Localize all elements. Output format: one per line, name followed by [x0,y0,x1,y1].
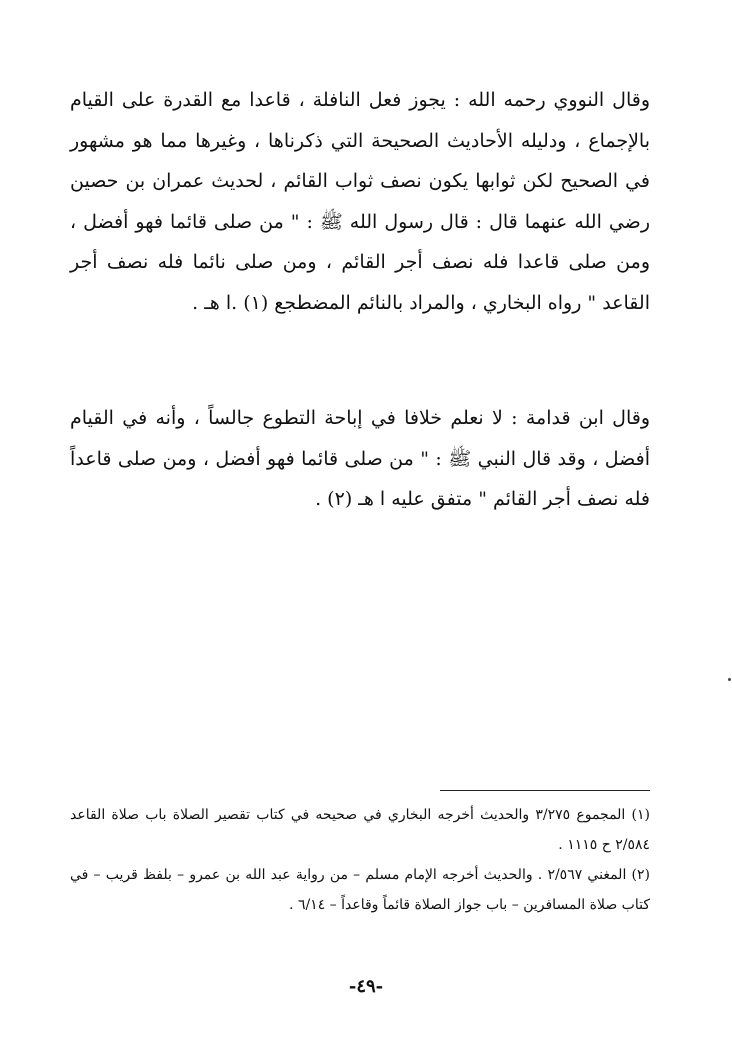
main-paragraph-nawawi: وقال النووي رحمه الله : يجوز فعل النافلة ، قاعدا مع القدرة على القيام بالإجماع ، ودليله الأحاديث الصحيحة التي ذكرناها ، وغيرها مما هو مشهور في الصحيح لكن ثوابها يكون نصف ثواب القائم ، لحديث عمران بن حصين رضي الله عنهما قال : قال رسول الله ﷺ : " من صلى قائما فهو أفضل ، ومن صلى قاعدا فله نصف أجر القائم ، ومن صلى نائما فله نصف أجر القاعد " رواه البخاري ، والمراد بالنائم المضطجع (١) .ا هـ . [70,89,650,314]
footnotes [70,800,650,920]
footnote-1: (١) المجموع ٣/٢٧٥ والحديث أخرجه البخاري في صحيحه في كتاب تقصير الصلاة باب صلاة القاعد ٢/٥٨٤ ح ١١١٥ . [70,807,651,853]
footnote-2: (٢) المغني ٢/٥٦٧ . والحديث أخرجه الإمام مسلم – من رواية عبد الله بن عمرو – بلفظ قريب – في كتاب صلاة المسافرين – باب جواز الصلاة قائماً وقاعداً – ٦/١٤ . [70,867,650,913]
scan-speck [728,678,731,681]
footnote-separator [440,790,650,791]
main-paragraph-ibn-qudamah: وقال ابن قدامة : لا نعلم خلافا في إباحة التطوع جالساً ، وأنه في القيام أفضل ، وقد قال النبي ﷺ : " من صلى قائما فهو أفضل ، ومن صلى قاعداً فله نصف أجر القائم " متفق عليه ا هـ (٢) . [70,407,650,510]
page-number: -٤٩- [348,976,384,997]
